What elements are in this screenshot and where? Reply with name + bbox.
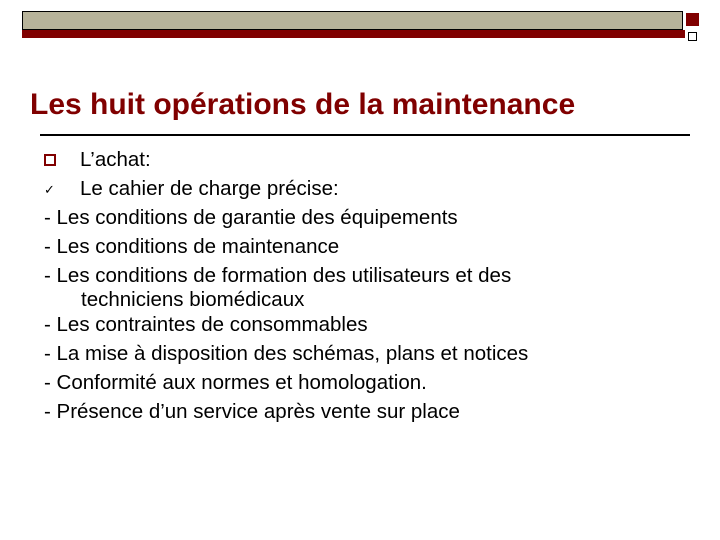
list-item-continuation: techniciens biomédicaux: [81, 288, 305, 311]
title-underline: [40, 134, 690, 136]
bullet-cahier: [44, 174, 684, 203]
slide-title: Les huit opérations de la maintenance: [30, 88, 576, 121]
list-item: - Présence d’un service après vente sur place: [44, 400, 460, 423]
header-band: [22, 11, 683, 30]
header-accent-bar: [22, 30, 685, 38]
corner-square-outline: [688, 32, 697, 41]
list-item: - Les conditions de maintenance: [44, 235, 340, 258]
bullet-achat-label: L’achat:: [80, 148, 151, 171]
checkmark-icon: ✓: [44, 182, 55, 197]
bullet-cahier-label: Le cahier de charge précise:: [80, 177, 339, 200]
list-item: - Les conditions de formation des utilisateurs et des: [44, 264, 512, 287]
list-item: - Les contraintes de consommables: [44, 313, 368, 336]
list-item: - Les conditions de garantie des équipements: [44, 206, 458, 229]
slide-body: [44, 145, 684, 426]
hollow-square-icon: [44, 154, 56, 166]
list-item: - La mise à disposition des schémas, plans et notices: [44, 342, 529, 365]
bullet-achat: [44, 145, 684, 174]
list-item: - Conformité aux normes et homologation.: [44, 371, 427, 394]
corner-square-filled: [686, 13, 699, 26]
